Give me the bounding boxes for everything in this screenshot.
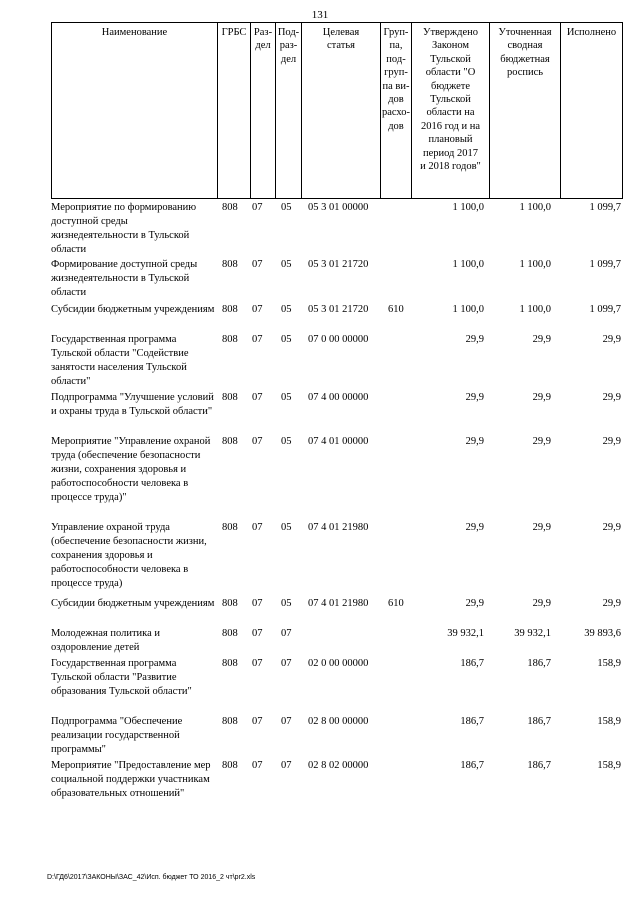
row-executed: 29,9 bbox=[602, 522, 621, 533]
row-executed: 39 893,6 bbox=[584, 628, 621, 639]
row-podrazdel: 05 bbox=[281, 392, 292, 403]
row-target: 07 4 01 21980 bbox=[308, 598, 369, 609]
row-grbs: 808 bbox=[222, 259, 238, 270]
row-name: Мероприятие "Управление охраной труда (обеспечение безопасности жизни, сохранения здоровья и работоспособности человека в процессе труда)" bbox=[51, 436, 211, 503]
row-executed: 158,9 bbox=[597, 716, 621, 727]
row-revised: 186,7 bbox=[527, 716, 551, 727]
row-podrazdel: 07 bbox=[281, 760, 292, 771]
row-razdel: 07 bbox=[252, 436, 263, 447]
row-grbs: 808 bbox=[222, 522, 238, 533]
row-approved: 1 100,0 bbox=[452, 202, 484, 213]
row-name: Мероприятие "Предоставление мер социальной поддержки участникам образовательных отношений" bbox=[51, 760, 211, 799]
row-podrazdel: 07 bbox=[281, 628, 292, 639]
row-grbs: 808 bbox=[222, 202, 238, 213]
row-razdel: 07 bbox=[252, 304, 263, 315]
row-approved: 1 100,0 bbox=[452, 304, 484, 315]
row-executed: 158,9 bbox=[597, 760, 621, 771]
row-grbs: 808 bbox=[222, 436, 238, 447]
row-approved: 39 932,1 bbox=[447, 628, 484, 639]
row-approved: 29,9 bbox=[465, 598, 484, 609]
row-revised: 39 932,1 bbox=[514, 628, 551, 639]
row-podrazdel: 05 bbox=[281, 202, 292, 213]
row-razdel: 07 bbox=[252, 334, 263, 345]
row-group: 610 bbox=[388, 598, 404, 609]
row-razdel: 07 bbox=[252, 760, 263, 771]
row-podrazdel: 05 bbox=[281, 522, 292, 533]
row-executed: 29,9 bbox=[602, 436, 621, 447]
row-executed: 29,9 bbox=[602, 598, 621, 609]
row-revised: 29,9 bbox=[532, 436, 551, 447]
row-name: Подпрограмма "Улучшение условий и охраны труда в Тульской области" bbox=[51, 392, 214, 417]
row-grbs: 808 bbox=[222, 658, 238, 669]
row-name: Молодежная политика и оздоровление детей bbox=[51, 628, 161, 653]
row-podrazdel: 05 bbox=[281, 259, 292, 270]
header-executed: Исполнено bbox=[560, 23, 622, 198]
row-executed: 1 099,7 bbox=[589, 259, 621, 270]
row-target: 05 3 01 21720 bbox=[308, 259, 369, 270]
row-executed: 158,9 bbox=[597, 658, 621, 669]
row-grbs: 808 bbox=[222, 334, 238, 345]
row-revised: 186,7 bbox=[527, 658, 551, 669]
row-podrazdel: 05 bbox=[281, 304, 292, 315]
row-grbs: 808 bbox=[222, 760, 238, 771]
header-revised: Уточненная сводная бюджетная роспись bbox=[489, 23, 560, 198]
row-razdel: 07 bbox=[252, 392, 263, 403]
row-target: 02 0 00 00000 bbox=[308, 658, 369, 669]
row-razdel: 07 bbox=[252, 259, 263, 270]
row-executed: 1 099,7 bbox=[589, 304, 621, 315]
row-podrazdel: 05 bbox=[281, 334, 292, 345]
row-revised: 29,9 bbox=[532, 522, 551, 533]
row-grbs: 808 bbox=[222, 598, 238, 609]
row-name: Государственная программа Тульской области "Содействие занятости населения Тульской области" bbox=[51, 334, 189, 387]
row-razdel: 07 bbox=[252, 658, 263, 669]
row-group: 610 bbox=[388, 304, 404, 315]
header-target: Целевая статья bbox=[301, 23, 380, 198]
row-name: Субсидии бюджетным учреждениям bbox=[51, 304, 215, 315]
row-revised: 186,7 bbox=[527, 760, 551, 771]
row-revised: 29,9 bbox=[532, 334, 551, 345]
row-podrazdel: 05 bbox=[281, 436, 292, 447]
row-grbs: 808 bbox=[222, 304, 238, 315]
row-target: 07 0 00 00000 bbox=[308, 334, 369, 345]
row-name: Управление охраной труда (обеспечение безопасности жизни, сохранения здоровья и работоспособности человека в процессе труда) bbox=[51, 522, 207, 589]
row-target: 02 8 00 00000 bbox=[308, 716, 369, 727]
row-razdel: 07 bbox=[252, 628, 263, 639]
row-revised: 1 100,0 bbox=[519, 202, 551, 213]
row-podrazdel: 07 bbox=[281, 716, 292, 727]
row-target: 02 8 02 00000 bbox=[308, 760, 369, 771]
row-razdel: 07 bbox=[252, 716, 263, 727]
page-number: 131 bbox=[311, 9, 329, 21]
row-approved: 29,9 bbox=[465, 522, 484, 533]
row-approved: 1 100,0 bbox=[452, 259, 484, 270]
header-group: Груп- па, под- груп- па ви- дов расхо- дов bbox=[380, 23, 411, 198]
header-name: Наименование bbox=[101, 27, 168, 38]
row-target: 07 4 00 00000 bbox=[308, 392, 369, 403]
row-approved: 186,7 bbox=[460, 658, 484, 669]
row-name: Мероприятие по формированию доступной среды жизнедеятельности в Тульской области bbox=[51, 202, 197, 255]
row-executed: 29,9 bbox=[602, 334, 621, 345]
row-razdel: 07 bbox=[252, 202, 263, 213]
row-podrazdel: 07 bbox=[281, 658, 292, 669]
row-revised: 29,9 bbox=[532, 392, 551, 403]
row-revised: 29,9 bbox=[532, 598, 551, 609]
row-approved: 186,7 bbox=[460, 716, 484, 727]
table-header bbox=[51, 22, 623, 199]
row-approved: 29,9 bbox=[465, 334, 484, 345]
row-approved: 29,9 bbox=[465, 392, 484, 403]
row-revised: 1 100,0 bbox=[519, 304, 551, 315]
row-target: 05 3 01 21720 bbox=[308, 304, 369, 315]
row-name: Формирование доступной среды жизнедеятельности в Тульской области bbox=[51, 259, 198, 298]
row-name: Государственная программа Тульской области "Развитие образования Тульской области" bbox=[51, 658, 192, 697]
row-target: 05 3 01 00000 bbox=[308, 202, 369, 213]
row-razdel: 07 bbox=[252, 598, 263, 609]
row-approved: 29,9 bbox=[465, 436, 484, 447]
row-name: Подпрограмма "Обеспечение реализации государственной программы" bbox=[51, 716, 183, 755]
header-razdel: Раз- дел bbox=[250, 23, 275, 198]
header-grbs: ГРБС bbox=[217, 23, 250, 198]
row-approved: 186,7 bbox=[460, 760, 484, 771]
row-revised: 1 100,0 bbox=[519, 259, 551, 270]
header-podrazdel: Под- раз- дел bbox=[275, 23, 301, 198]
row-razdel: 07 bbox=[252, 522, 263, 533]
row-grbs: 808 bbox=[222, 628, 238, 639]
row-executed: 1 099,7 bbox=[589, 202, 621, 213]
row-target: 07 4 01 00000 bbox=[308, 436, 369, 447]
row-grbs: 808 bbox=[222, 716, 238, 727]
header-approved: Утверждено Законом Тульской области "О бюджете Тульской области на 2016 год и на плановый период 2017 и 2018 годов" bbox=[411, 23, 489, 198]
row-grbs: 808 bbox=[222, 392, 238, 403]
row-podrazdel: 05 bbox=[281, 598, 292, 609]
file-path-footer: D:\ГД6\2017\ЗАКОНЫ\ЗАС_42\Исп. бюджет ТО 2016_2 чт\pr2.xls bbox=[47, 874, 256, 881]
row-executed: 29,9 bbox=[602, 392, 621, 403]
row-name: Субсидии бюджетным учреждениям bbox=[51, 598, 215, 609]
row-target: 07 4 01 21980 bbox=[308, 522, 369, 533]
